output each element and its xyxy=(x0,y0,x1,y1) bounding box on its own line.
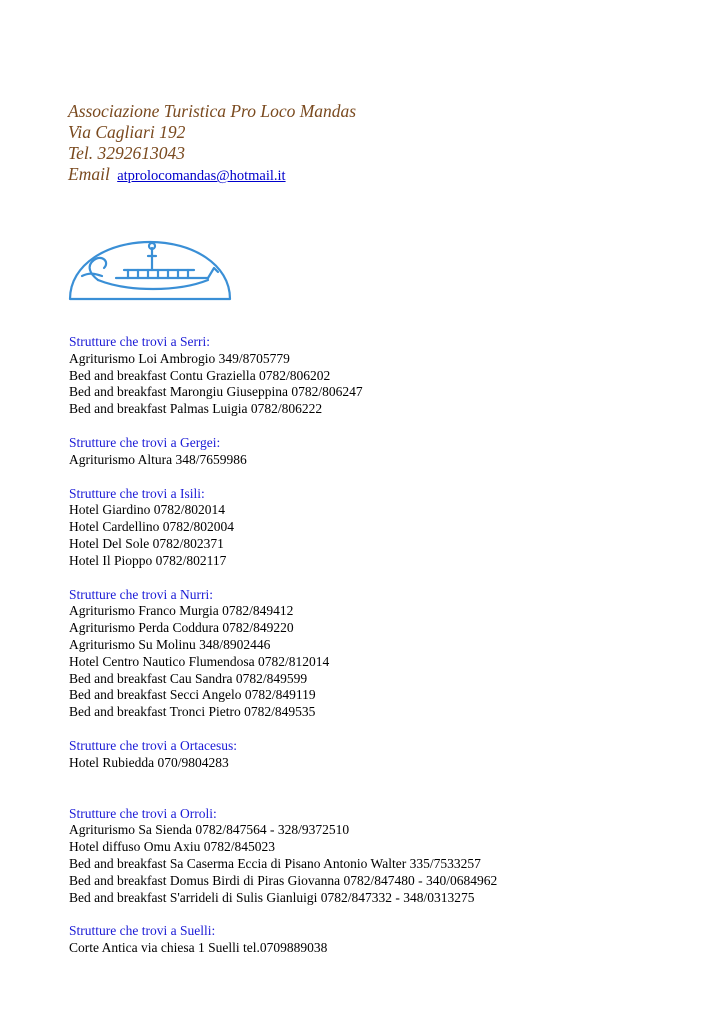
section-orroli xyxy=(69,806,497,907)
section-suelli xyxy=(69,923,497,957)
section-serri xyxy=(69,334,497,418)
section-ortacesus xyxy=(69,738,497,772)
list-item: Bed and breakfast Palmas Luigia 0782/806222 xyxy=(69,401,323,417)
section-title: Strutture che trovi a Ortacesus: xyxy=(69,737,237,753)
list-item: Hotel Rubiedda 070/9804283 xyxy=(69,754,229,770)
section-title: Strutture che trovi a Gergei: xyxy=(69,434,221,450)
section-title: Strutture che trovi a Serri: xyxy=(69,334,210,349)
list-item: Agriturismo Loi Ambrogio 349/8705779 xyxy=(69,350,290,366)
list-item: Agriturismo Perda Coddura 0782/849220 xyxy=(69,620,294,636)
list-item: Hotel diffuso Omu Axiu 0782/845023 xyxy=(69,839,276,855)
section-isili xyxy=(69,486,497,570)
section-title: Strutture che trovi a Suelli: xyxy=(69,923,216,939)
section-title: Strutture che trovi a Orroli: xyxy=(69,805,217,821)
email-link[interactable]: atprolocomandas@hotmail.it xyxy=(117,168,286,184)
list-item: Agriturismo Sa Sienda 0782/847564 - 328/9372510 xyxy=(69,822,350,838)
list-item: Hotel Del Sole 0782/802371 xyxy=(69,535,224,551)
accommodation-list xyxy=(69,334,497,974)
header-block xyxy=(68,101,356,187)
list-item: Bed and breakfast Sa Caserma Eccia di Pisano Antonio Walter 335/7533257 xyxy=(69,855,481,871)
list-item: Bed and breakfast S'arrideli di Sulis Gianluigi 0782/847332 - 348/0313275 xyxy=(69,889,475,905)
list-item: Bed and breakfast Contu Graziella 0782/806202 xyxy=(69,367,331,383)
list-item: Hotel Cardellino 0782/802004 xyxy=(69,519,234,535)
section-title: Strutture che trovi a Nurri: xyxy=(69,586,213,602)
list-item: Bed and breakfast Secci Angelo 0782/849119 xyxy=(69,687,316,703)
list-item: Bed and breakfast Cau Sandra 0782/849599 xyxy=(69,670,308,686)
phone: Tel. 3292613043 xyxy=(68,143,186,163)
list-item: Hotel Centro Nautico Flumendosa 0782/812014 xyxy=(69,653,330,669)
address: Via Cagliari 192 xyxy=(68,122,186,142)
section-gergei xyxy=(69,435,497,469)
email-line xyxy=(68,164,356,187)
section-title: Strutture che trovi a Isili: xyxy=(69,485,205,501)
association-name: Associazione Turistica Pro Loco Mandas xyxy=(68,101,357,121)
list-item: Agriturismo Altura 348/7659986 xyxy=(69,451,247,467)
list-item: Bed and breakfast Marongiu Giuseppina 0782/806247 xyxy=(69,384,363,400)
email-label: Email xyxy=(68,164,110,184)
list-item: Hotel Giardino 0782/802014 xyxy=(69,502,225,518)
list-item: Bed and breakfast Domus Birdi di Piras Giovanna 0782/847480 - 340/0684962 xyxy=(69,872,498,888)
list-item: Corte Antica via chiesa 1 Suelli tel.0709889038 xyxy=(69,940,328,956)
section-nurri xyxy=(69,587,497,721)
list-item: Hotel Il Pioppo 0782/802117 xyxy=(69,552,227,568)
list-item: Agriturismo Franco Murgia 0782/849412 xyxy=(69,603,294,619)
list-item: Bed and breakfast Tronci Pietro 0782/849535 xyxy=(69,704,316,720)
list-item: Agriturismo Su Molinu 348/8902446 xyxy=(69,636,271,652)
boat-logo-icon xyxy=(68,236,232,302)
